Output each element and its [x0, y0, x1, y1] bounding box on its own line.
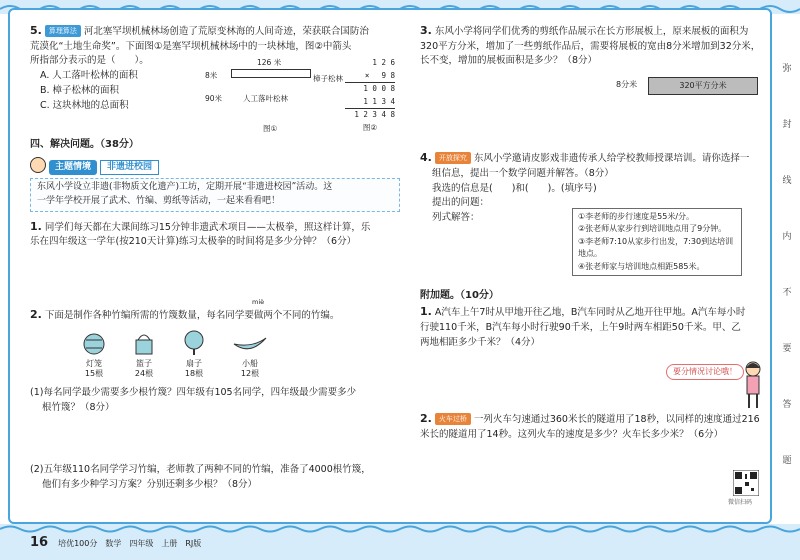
- item-basket-name: 篮子: [136, 359, 152, 369]
- extra-q1-line-1: [420, 303, 765, 321]
- q5-text-2: 荒漠化“土地生命奖”。下面图①是塞罕坝机械林场中的一块林地，图②中箭头: [30, 40, 352, 52]
- fig2-caption: 图②: [362, 122, 378, 132]
- lantern-icon: [82, 330, 106, 356]
- item-lantern: [82, 330, 106, 380]
- page-number: 16: [30, 535, 49, 550]
- p2-sub2-1: (2)五年级110名同学学习竹编，老师教了两种不同的竹编，准备了4000根竹篾，: [30, 464, 371, 476]
- p2-pinyin: miè: [252, 297, 265, 306]
- q5-option-b[interactable]: B. 樟子松林的面积: [40, 84, 120, 96]
- p4-tag: 开放探究: [435, 152, 471, 164]
- extra-q2-line-1: [420, 410, 765, 428]
- figure-1: [205, 57, 343, 137]
- fig1-right-label: 樟子松林: [313, 74, 343, 84]
- page-footer: [30, 533, 201, 553]
- p3-text-1: 东风小学将同学们优秀的剪纸作品展示在长方形展板上，原来展板的面积为: [434, 26, 749, 37]
- p4-text-1: 东风小学邀请皮影戏非遗传承人给学校教师授课培训。请你选择一: [473, 153, 750, 165]
- basket-icon: [132, 330, 156, 356]
- p2-sub2-2: 他们有多少种学习方案？分别还剩多少根？（8分）: [42, 479, 258, 491]
- p2-block: [30, 297, 400, 324]
- item-boat: [232, 330, 268, 380]
- fig2-row-3: 1 0 0 8: [363, 84, 395, 94]
- info-3: ③李老师7:10从家步行出发，7:30到达培训地点。: [578, 236, 734, 259]
- p2-sub1-2: 根竹篾？（8分）: [42, 401, 115, 413]
- item-fan-count: 18根: [184, 369, 204, 379]
- extra-q1-text-1: A汽车上午7时从甲地开往乙地，B汽车同时从乙地开往甲地。A汽车每小时: [434, 307, 746, 319]
- seal-line-sidebar: [780, 60, 794, 470]
- extra-q1-number: 1.: [420, 305, 432, 319]
- theme-story-2: 一学年学校开展了武术、竹编、剪纸等活动，一起来看看吧！: [37, 195, 281, 206]
- board-side-label: 8分米: [616, 80, 638, 90]
- boat-icon: [232, 330, 268, 356]
- extra-q2-number: 2.: [420, 412, 432, 426]
- item-boat-count: 12根: [240, 369, 260, 379]
- qr-label: 微信扫码: [728, 499, 753, 506]
- p3-number: 3.: [420, 24, 432, 37]
- theme-label: 主题情境: [49, 160, 97, 175]
- seal-char-4: 内: [782, 232, 792, 242]
- q5-tag: 算理算法: [45, 25, 81, 37]
- seal-char-1: 弥: [782, 64, 792, 74]
- info-4: ④张老师家与培训地点相距585米。: [578, 261, 705, 271]
- p1-text-1: 同学们每天都在大课间练习15分钟非遗武术项目——太极拳，照这样计算，乐: [44, 221, 371, 233]
- p4-line-1: [420, 149, 765, 167]
- item-fan: [182, 330, 206, 380]
- fig1-forest-label: 人工落叶松林: [243, 94, 288, 104]
- fan-icon: [182, 330, 206, 356]
- theme-story-1: 东风小学设立非遗(非物质文化遗产)工坊，定期开展“非遗进校园”活动。这: [37, 181, 333, 192]
- qr-code-icon[interactable]: [733, 470, 759, 496]
- seal-char-3: 线: [782, 176, 792, 186]
- hint-bubble: 要分情况讨论哦！: [666, 364, 744, 380]
- board-area-label: 320平方分米: [679, 81, 727, 91]
- fig1-side-label: 90米: [205, 94, 223, 104]
- seal-char-2: 封: [782, 120, 792, 130]
- theme-header: [30, 157, 400, 175]
- p4-text-2: 组信息，提出一个数学问题并解答。（8分）: [432, 167, 614, 179]
- item-basket: [132, 330, 156, 380]
- fig2-row-1: 1 2 6: [372, 58, 395, 68]
- kid-icon: [30, 157, 46, 173]
- extra-q1-text-2: 行驶110千米，B汽车每小时行驶90千米，上午9时两车相距50千米。甲、乙: [420, 321, 741, 333]
- fig1-top-label: 126 米: [257, 58, 282, 68]
- q5-option-a[interactable]: A. 人工落叶松林的面积: [40, 70, 138, 82]
- p4-number: 4.: [420, 151, 432, 165]
- info-2: ②张老师从家步行到培训地点用了9分钟。: [578, 224, 727, 234]
- p2-sub1-answer-space[interactable]: [30, 415, 400, 463]
- fig2-row-5: 1 2 3 4 8: [354, 110, 395, 120]
- p4-solve[interactable]: 列式解答：: [432, 212, 480, 224]
- board-rect: [648, 77, 758, 95]
- q5-option-c[interactable]: C. 这块林地的总面积: [40, 99, 129, 111]
- p1-answer-space[interactable]: [30, 250, 400, 306]
- fig2-row-2: × 9 8: [345, 70, 395, 84]
- seal-char-8: 题: [782, 456, 792, 466]
- figure-2: [345, 57, 395, 134]
- p3-text-3: 长不变，增加的展板面积是多少？（8分）: [420, 55, 598, 67]
- item-boat-name: 小船: [242, 359, 258, 369]
- fig1-left-label: 8米: [205, 71, 218, 81]
- item-lantern-name: 灯笼: [86, 359, 102, 369]
- q5-text-1: 河北塞罕坝机械林场创造了荒原变林海的人间奇迹，荣获联合国防治: [83, 26, 369, 37]
- fig1-caption: 图①: [263, 124, 278, 134]
- p4-choose[interactable]: 我选的信息是( )和( )。(填序号): [432, 182, 597, 194]
- item-basket-count: 24根: [134, 369, 154, 379]
- seal-char-5: 不: [782, 288, 792, 298]
- theme-story: [30, 178, 400, 212]
- girl-icon: [742, 360, 764, 412]
- seal-char-7: 答: [782, 400, 792, 410]
- p2-sub1-1: (1)每名同学最少需要多少根竹篾？四年级有105名同学，四年级最少需要多少: [30, 386, 357, 398]
- fig2-row-4: 1 1 3 4: [345, 96, 395, 110]
- footer-text: 培优100分 数学 四年级 上册 RJ版: [58, 539, 202, 548]
- item-lantern-count: 15根: [84, 369, 104, 379]
- section-4-title: 四、解决问题。（38分）: [30, 139, 139, 151]
- theme-topic: 非遗进校园: [100, 160, 159, 175]
- p2-line: [30, 306, 400, 324]
- extra-q1-text-3: 两地相距多少千米？（4分）: [420, 336, 541, 348]
- bamboo-items: [82, 330, 400, 380]
- extra-title: 附加题。（10分）: [420, 289, 499, 301]
- p1-line-1: [30, 218, 400, 236]
- p4-info-box: [572, 208, 742, 276]
- extra-q2-text-1: 一列火车匀速通过360米长的隧道用了18秒，以同样的速度通过216: [473, 414, 760, 426]
- p1-text-2: 乐在四年级这一学年(按210天计算)练习太极拳的时间将是多少分钟？（6分）: [30, 236, 357, 248]
- left-column: [30, 22, 400, 493]
- seal-char-6: 要: [782, 344, 792, 354]
- item-fan-name: 扇子: [186, 359, 202, 369]
- p2-text: 下面是制作各种竹编所需的竹篾数量，每名同学要做两个不同的竹编。: [44, 309, 340, 321]
- p3-line-1: [420, 22, 765, 40]
- extra-q1-answer-space[interactable]: [420, 350, 765, 410]
- p3-text-2: 320平方分米，增加了一些剪纸作品后，需要将展板的宽由8分米增加到32分米，: [420, 40, 761, 52]
- p4-ask[interactable]: 提出的问题：: [432, 197, 490, 209]
- p3-figure: [420, 69, 765, 149]
- info-1: ①李老师的步行速度是55米/分。: [578, 212, 695, 221]
- extra-q2-tag: 火车过桥: [435, 413, 471, 425]
- q5-line-1: [30, 22, 400, 40]
- p1-number: 1.: [30, 219, 42, 233]
- q5-text-3: 所指部分表示的是（ ）。: [30, 55, 149, 67]
- q5-number: 5.: [30, 24, 42, 37]
- p2-number: 2.: [30, 307, 42, 321]
- extra-q2-text-2: 米长的隧道用了14秒。这列火车的速度是多少？火车长多少米？（6分）: [420, 429, 724, 441]
